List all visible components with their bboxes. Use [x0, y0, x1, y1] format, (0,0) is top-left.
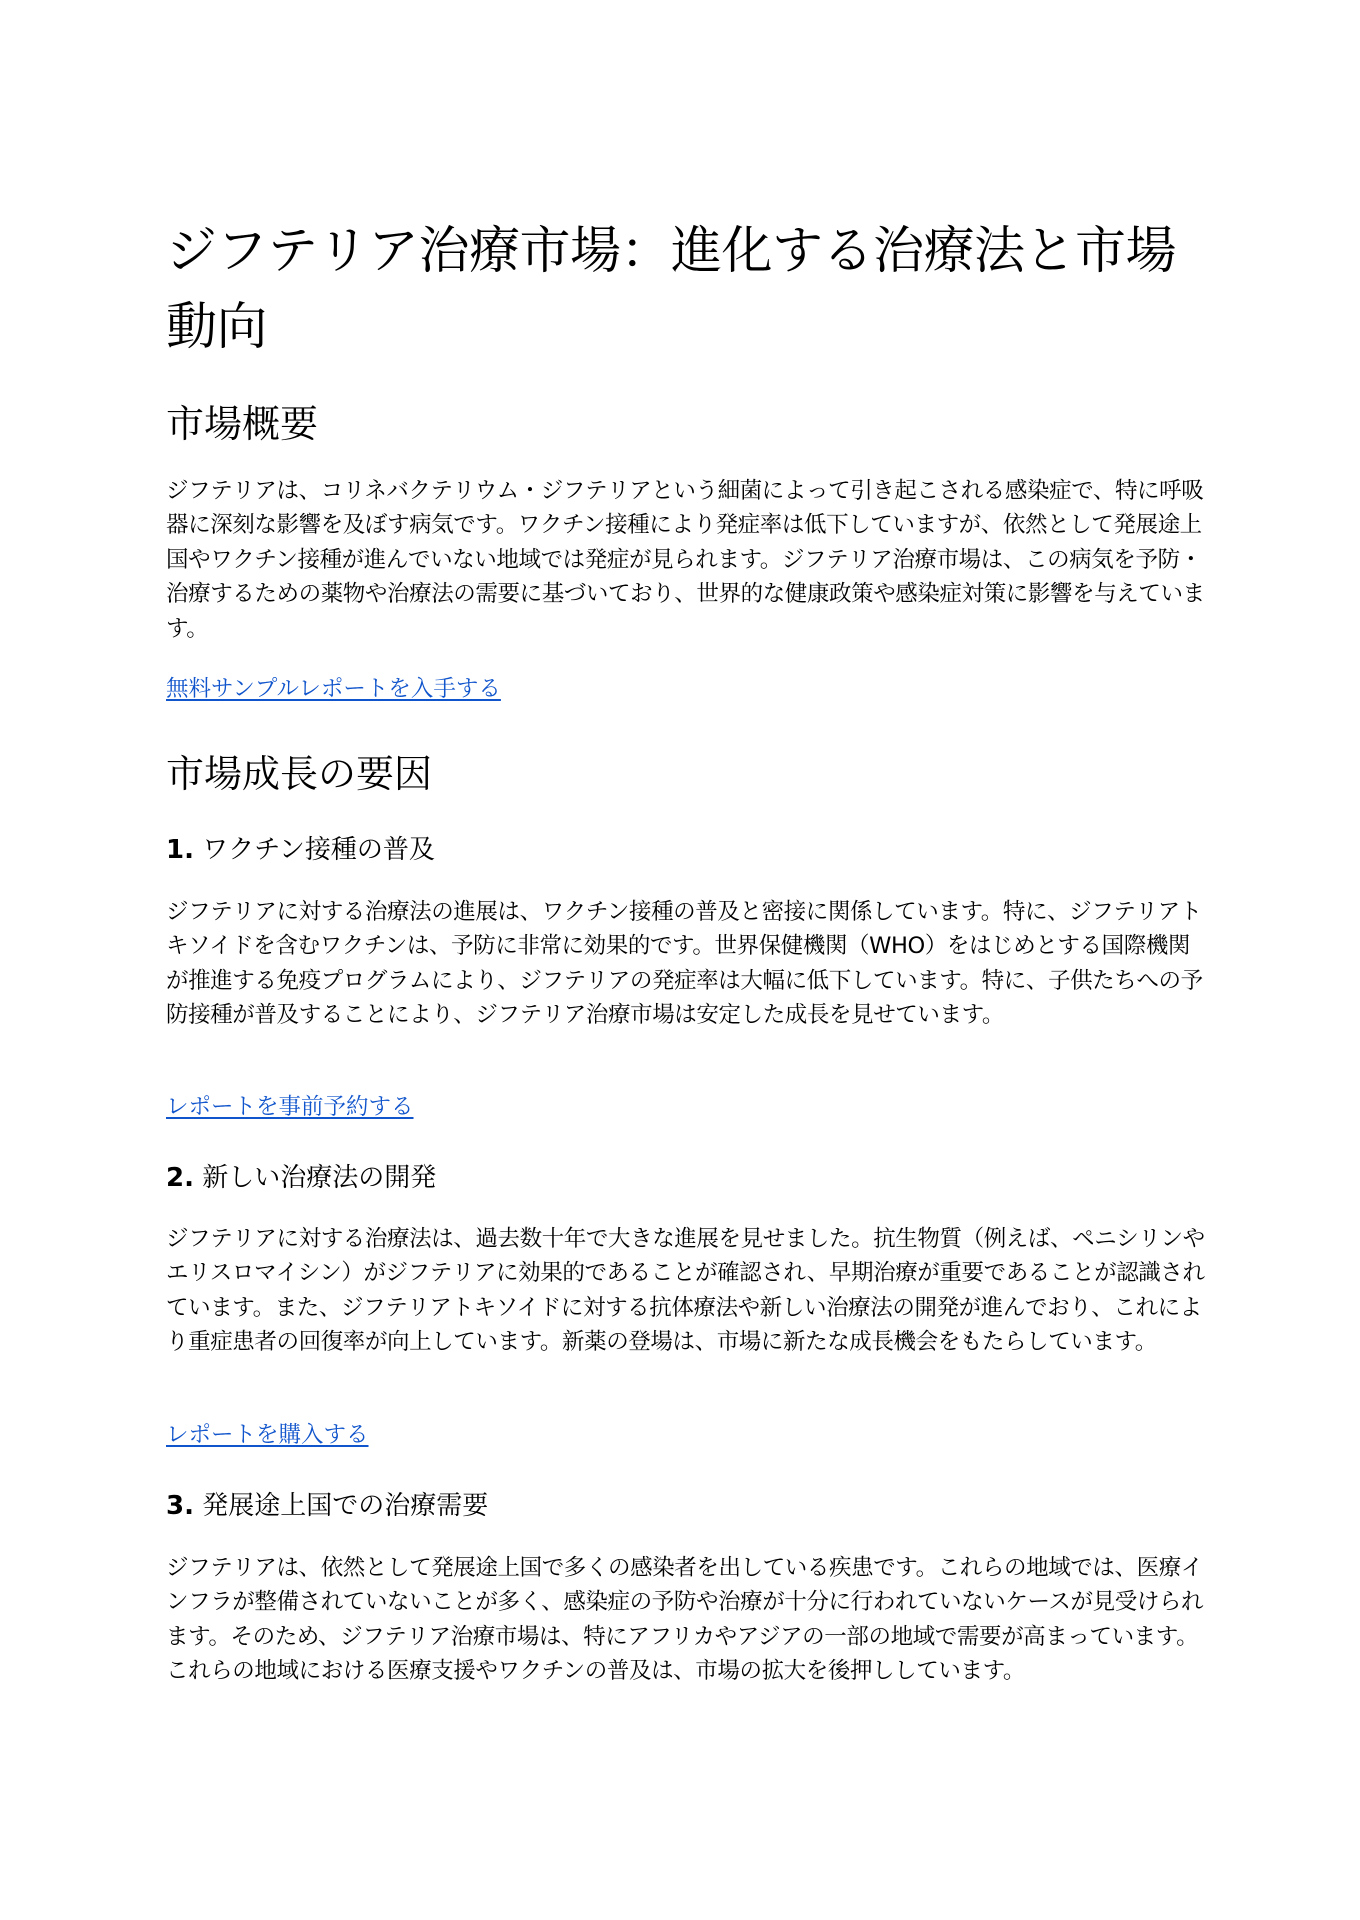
pre-order-report-link[interactable]: レポートを事前予約する	[166, 1094, 414, 1120]
free-sample-report-link[interactable]: 無料サンプルレポートを入手する	[166, 676, 501, 702]
factor-title: 発展途上国での治療需要	[202, 1491, 489, 1521]
factor-paragraph-vaccination: ジフテリアに対する治療法の進展は、ワクチン接種の普及と密接に関係しています。特に、ジフテリアトキソイドを含むワクチンは、予防に非常に効果的です。世界保健機関（WHO）をはじめとする国際機関が推進する免疫プログラムにより、ジフテリアの発症率は大幅に低下しています。特に、子供たちへの予防接種が普及することにより、ジフテリア治療市場は安定した成長を見せています。	[166, 899, 1203, 1029]
factor-number: 1.	[166, 835, 194, 865]
factor-title: 新しい治療法の開発	[202, 1163, 437, 1193]
overview-paragraph: ジフテリアは、コリネバクテリウム・ジフテリアという細菌によって引き起こされる感染症で、特に呼吸器に深刻な影響を及ぼす病気です。ワクチン接種により発症率は低下していますが、依然として発展途上国やワクチン接種が進んでいない地域では発症が見られます。ジフテリア治療市場は、この病気を予防・治療するための薬物や治療法の需要に基づいており、世界的な健康政策や感染症対策に影響を与えています。	[166, 478, 1205, 642]
section-heading-overview: 市場概要	[166, 402, 319, 446]
factor-paragraph-developing-countries: ジフテリアは、依然として発展途上国で多くの感染者を出している疾患です。これらの地域では、医療インフラが整備されていないことが多く、感染症の予防や治療が十分に行われていないケースが見受けられます。そのため、ジフテリア治療市場は、特にアフリカやアジアの一部の地域で需要が高まっています。これらの地域における医療支援やワクチンの普及は、市場の拡大を後押ししています。	[166, 1555, 1204, 1685]
factor-number: 2.	[166, 1163, 194, 1193]
factor-heading-vaccination	[166, 832, 435, 868]
factor-heading-developing-countries	[166, 1488, 488, 1524]
factor-paragraph-new-treatments: ジフテリアに対する治療法は、過去数十年で大きな進展を見せました。抗生物質（例えば、ペニシリンやエリスロマイシン）がジフテリアに効果的であることが確認され、早期治療が重要であることが認識されています。また、ジフテリアトキソイドに対する抗体療法や新しい治療法の開発が進んでおり、これにより重症患者の回復率が向上しています。新薬の登場は、市場に新たな成長機会をもたらしています。	[166, 1226, 1205, 1356]
factor-number: 3.	[166, 1491, 194, 1521]
purchase-report-link[interactable]: レポートを購入する	[166, 1422, 369, 1448]
section-heading-growth-factors: 市場成長の要因	[166, 752, 433, 796]
factor-heading-new-treatments	[166, 1160, 436, 1196]
factor-title: ワクチン接種の普及	[202, 835, 435, 865]
document-title: ジフテリア治療市場：進化する治療法と市場動向	[166, 222, 1177, 357]
